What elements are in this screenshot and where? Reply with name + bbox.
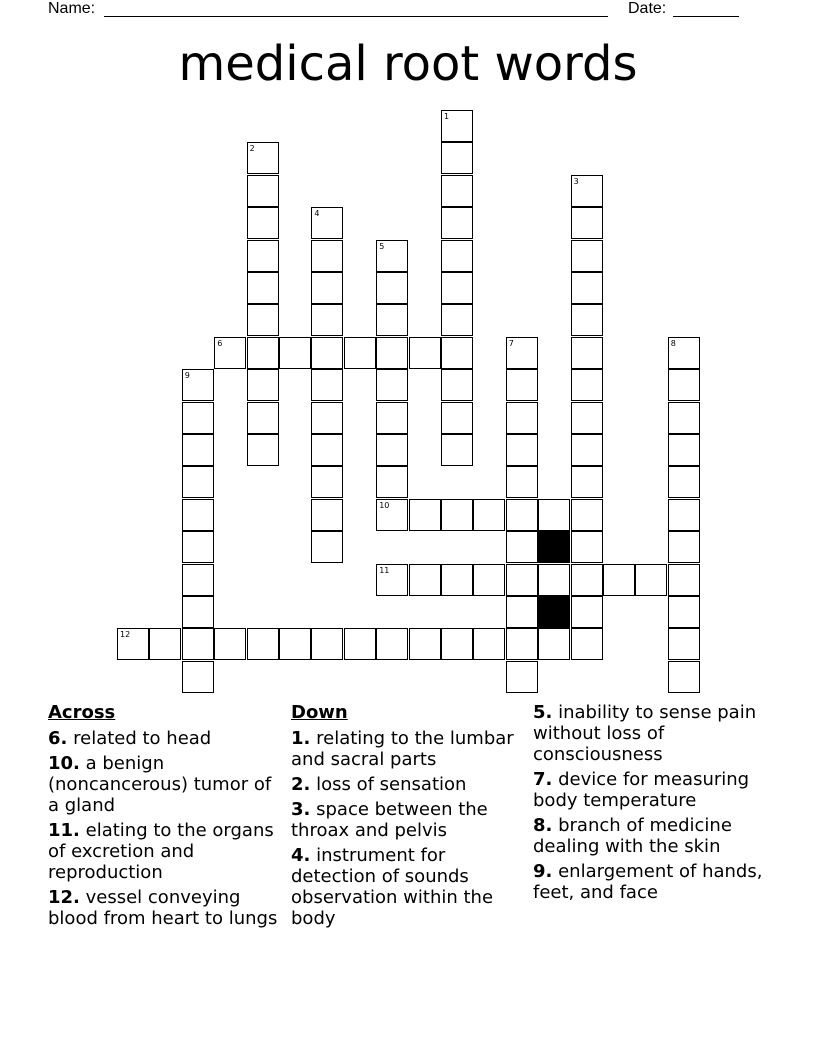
- clue-down-5: 5. inability to sense pain without loss of consciousness: [533, 702, 757, 765]
- grid-cell[interactable]: [441, 369, 473, 401]
- clue-across-11: 11. elating to the organs of excretion and reproduction: [48, 820, 274, 883]
- grid-cell[interactable]: [311, 337, 343, 369]
- grid-cell[interactable]: [376, 402, 408, 434]
- grid-cell[interactable]: [376, 304, 408, 336]
- grid-cell[interactable]: [441, 207, 473, 239]
- clue-across-12: 12. vessel conveying blood from heart to lungs: [48, 887, 278, 929]
- grid-cell[interactable]: [117, 628, 149, 660]
- grid-cell[interactable]: [311, 272, 343, 304]
- grid-cell[interactable]: [376, 240, 408, 272]
- grid-cell[interactable]: [571, 434, 603, 466]
- grid-cell[interactable]: [441, 240, 473, 272]
- grid-cell[interactable]: [668, 369, 700, 401]
- clue-number: 8: [670, 338, 676, 348]
- grid-cell[interactable]: [149, 628, 181, 660]
- grid-cell[interactable]: [668, 402, 700, 434]
- grid-cell[interactable]: [668, 466, 700, 498]
- grid-cell[interactable]: [441, 628, 473, 660]
- grid-cell[interactable]: [506, 369, 538, 401]
- clue-down-7: 7. device for measuring body temperature: [533, 769, 750, 811]
- grid-cell[interactable]: [409, 499, 441, 531]
- grid-cell[interactable]: [376, 369, 408, 401]
- grid-cell[interactable]: [311, 499, 343, 531]
- down-heading: Down: [291, 702, 348, 723]
- grid-cell[interactable]: [376, 434, 408, 466]
- across-clues: [48, 702, 280, 933]
- grid-cell[interactable]: [247, 207, 279, 239]
- grid-cell[interactable]: [668, 564, 700, 596]
- grid-cell[interactable]: [409, 628, 441, 660]
- grid-cell[interactable]: [571, 466, 603, 498]
- grid-cell[interactable]: [571, 207, 603, 239]
- grid-cell[interactable]: [247, 272, 279, 304]
- grid-cell[interactable]: [182, 402, 214, 434]
- grid-cell[interactable]: [376, 466, 408, 498]
- grid-cell[interactable]: [506, 661, 538, 693]
- grid-cell[interactable]: [247, 337, 279, 369]
- grid-cell[interactable]: [247, 240, 279, 272]
- grid-cell[interactable]: [182, 628, 214, 660]
- grid-cell[interactable]: [571, 628, 603, 660]
- grid-cell[interactable]: [247, 304, 279, 336]
- grid-cell[interactable]: [182, 564, 214, 596]
- grid-cell[interactable]: [571, 337, 603, 369]
- grid-cell[interactable]: [182, 466, 214, 498]
- grid-cell[interactable]: [441, 304, 473, 336]
- grid-cell[interactable]: [441, 499, 473, 531]
- grid-cell[interactable]: [182, 531, 214, 563]
- clue-across-6: 6. related to head: [48, 728, 212, 749]
- grid-cell[interactable]: [441, 337, 473, 369]
- grid-cell[interactable]: [311, 369, 343, 401]
- clue-number: 10: [379, 500, 390, 510]
- grid-cell[interactable]: [506, 337, 538, 369]
- grid-cell[interactable]: [441, 564, 473, 596]
- grid-cell[interactable]: [182, 499, 214, 531]
- grid-cell[interactable]: [506, 628, 538, 660]
- grid-cell[interactable]: [473, 628, 505, 660]
- grid-cell[interactable]: [376, 272, 408, 304]
- grid-cell[interactable]: [571, 596, 603, 628]
- grid-cell[interactable]: [571, 304, 603, 336]
- page-title: medical root words: [178, 36, 638, 92]
- clue-number: 3: [573, 176, 579, 186]
- grid-cell[interactable]: [441, 110, 473, 142]
- grid-cell[interactable]: [506, 466, 538, 498]
- grid-cell[interactable]: [247, 628, 279, 660]
- grid-cell[interactable]: [214, 628, 246, 660]
- grid-cell[interactable]: [506, 402, 538, 434]
- grid-cell[interactable]: [668, 596, 700, 628]
- grid-block: [538, 596, 570, 628]
- grid-cell[interactable]: [635, 564, 667, 596]
- grid-cell[interactable]: [571, 531, 603, 563]
- clue-number: 11: [379, 565, 390, 575]
- grid-cell[interactable]: [473, 564, 505, 596]
- grid-cell[interactable]: [668, 628, 700, 660]
- grid-cell[interactable]: [182, 369, 214, 401]
- clue-number: 9: [184, 371, 190, 381]
- clue-number: 6: [217, 338, 223, 348]
- grid-cell[interactable]: [538, 628, 570, 660]
- clue-number: 5: [379, 241, 385, 251]
- grid-cell[interactable]: [441, 142, 473, 174]
- grid-cell[interactable]: [571, 402, 603, 434]
- grid-cell[interactable]: [279, 628, 311, 660]
- clue-down-3: 3. space between the throax and pelvis: [291, 799, 488, 841]
- grid-cell[interactable]: [214, 337, 246, 369]
- grid-cell[interactable]: [506, 596, 538, 628]
- down-clues: [291, 702, 523, 933]
- grid-cell[interactable]: [247, 369, 279, 401]
- grid-cell[interactable]: [311, 434, 343, 466]
- grid-cell[interactable]: [571, 499, 603, 531]
- grid-cell[interactable]: [506, 499, 538, 531]
- grid-cell[interactable]: [571, 564, 603, 596]
- grid-cell[interactable]: [668, 434, 700, 466]
- grid-cell[interactable]: [441, 402, 473, 434]
- grid-cell[interactable]: [409, 564, 441, 596]
- grid-cell[interactable]: [311, 466, 343, 498]
- grid-cell[interactable]: [668, 661, 700, 693]
- grid-cell[interactable]: [538, 499, 570, 531]
- grid-cell[interactable]: [506, 434, 538, 466]
- grid-cell[interactable]: [506, 564, 538, 596]
- clue-number: 2: [249, 144, 255, 154]
- name-label: Name:: [48, 0, 96, 17]
- grid-cell[interactable]: [247, 402, 279, 434]
- grid-cell[interactable]: [344, 628, 376, 660]
- grid-cell[interactable]: [344, 337, 376, 369]
- grid-cell[interactable]: [311, 531, 343, 563]
- grid-cell[interactable]: [376, 628, 408, 660]
- grid-cell[interactable]: [182, 596, 214, 628]
- grid-cell[interactable]: [311, 402, 343, 434]
- across-heading: Across: [48, 702, 116, 723]
- grid-cell[interactable]: [247, 434, 279, 466]
- grid-cell[interactable]: [668, 531, 700, 563]
- grid-cell[interactable]: [441, 272, 473, 304]
- grid-cell[interactable]: [668, 337, 700, 369]
- clue-across-10: 10. a benign (noncancerous) tumor of a gland: [48, 753, 272, 816]
- grid-cell[interactable]: [311, 240, 343, 272]
- clue-down-4: 4. instrument for detection of sounds observation within the body: [291, 845, 494, 929]
- clue-number: 4: [314, 209, 320, 219]
- grid-cell[interactable]: [473, 499, 505, 531]
- grid-cell[interactable]: [182, 434, 214, 466]
- grid-cell[interactable]: [571, 175, 603, 207]
- clue-down-8: 8. branch of medicine dealing with the skin: [533, 815, 732, 857]
- grid-cell[interactable]: [506, 531, 538, 563]
- date-label: Date:: [628, 0, 667, 17]
- clue-down-9: 9. enlargement of hands, feet, and face: [533, 861, 763, 903]
- grid-cell[interactable]: [603, 564, 635, 596]
- grid-block: [538, 531, 570, 563]
- clue-number: 7: [508, 338, 514, 348]
- clue-down-1: 1. relating to the lumbar and sacral parts: [291, 728, 514, 770]
- grid-cell[interactable]: [182, 661, 214, 693]
- down-clues-continued: [533, 702, 765, 907]
- grid-cell[interactable]: [571, 240, 603, 272]
- clue-number: 1: [444, 112, 450, 121]
- grid-cell[interactable]: [441, 434, 473, 466]
- clue-down-2: 2. loss of sensation: [291, 774, 467, 795]
- grid-cell[interactable]: [571, 272, 603, 304]
- grid-cell[interactable]: [279, 337, 311, 369]
- grid-cell[interactable]: [247, 142, 279, 174]
- grid-cell[interactable]: [376, 564, 408, 596]
- grid-cell[interactable]: [571, 369, 603, 401]
- grid-cell[interactable]: [376, 337, 408, 369]
- grid-cell[interactable]: [441, 175, 473, 207]
- grid-cell[interactable]: [247, 175, 279, 207]
- grid-cell[interactable]: [311, 207, 343, 239]
- grid-cell[interactable]: [311, 304, 343, 336]
- grid-cell[interactable]: [409, 337, 441, 369]
- grid-cell[interactable]: [311, 628, 343, 660]
- clue-number: 12: [120, 630, 131, 640]
- grid-cell[interactable]: [668, 499, 700, 531]
- grid-cell[interactable]: [376, 499, 408, 531]
- grid-cell[interactable]: [538, 564, 570, 596]
